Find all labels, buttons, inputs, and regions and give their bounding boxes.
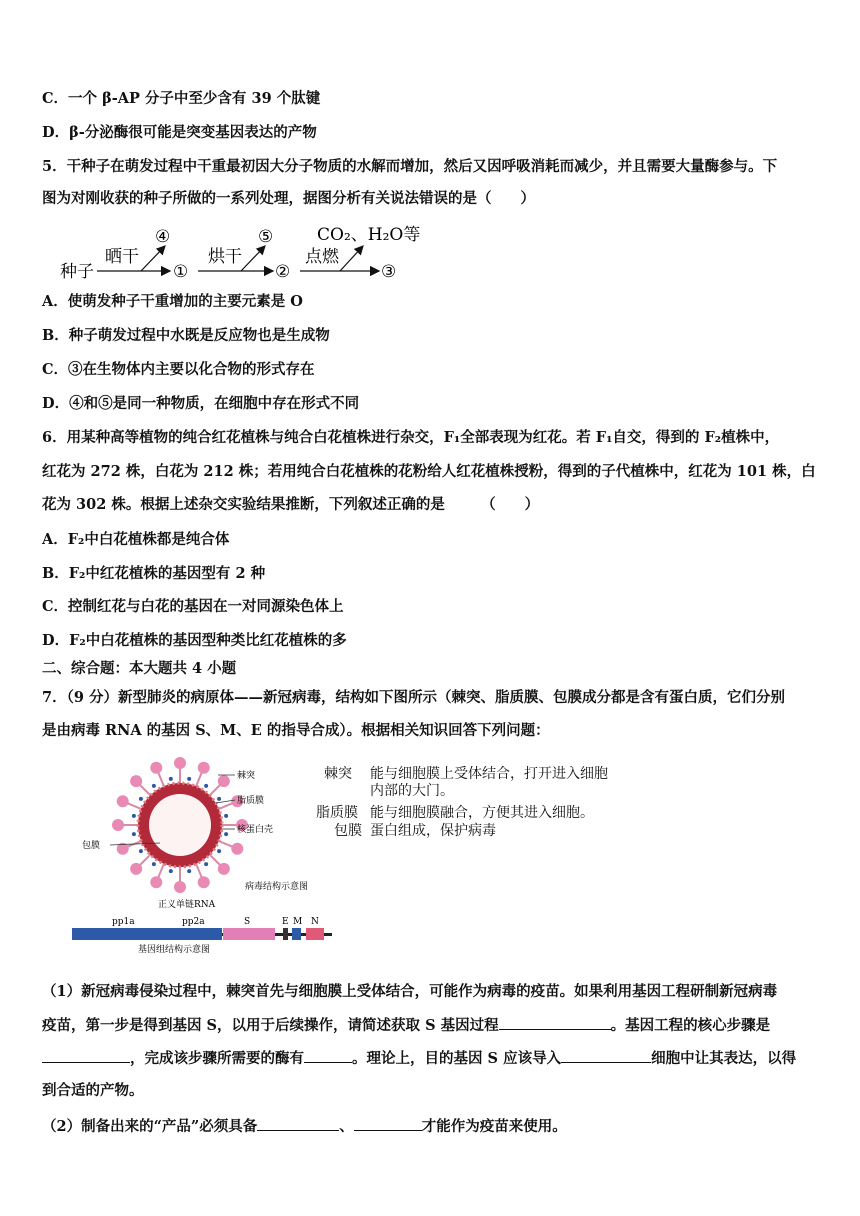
desc-spike-line1: 能与细胞膜上受体结合，打开进入细胞 <box>370 766 608 782</box>
answer-blank-property-2[interactable] <box>354 1116 422 1131</box>
q4-option-c: C．一个 β-AP 分子中至少含有 39 个肽键 <box>42 90 321 107</box>
spike-head <box>130 775 142 787</box>
spike-stem <box>158 771 164 786</box>
virus-structure-figure <box>60 755 350 955</box>
answer-blank-property-1[interactable] <box>257 1116 339 1131</box>
q7-part1-line2 <box>42 1015 770 1036</box>
desc-lipid-term: 脂质膜 <box>316 805 358 821</box>
flow-step-burn: 点燃 <box>305 247 339 267</box>
desc-envelope-term: 包膜 <box>334 823 362 839</box>
seed-treatment-flowchart <box>55 222 425 286</box>
q6-option-c: C．控制红花与白花的基因在一对同源染色体上 <box>42 598 344 615</box>
flow-step-dry: 晒干 <box>105 247 139 267</box>
flow-step-bake: 烘干 <box>208 247 242 267</box>
membrane-protein <box>169 869 173 873</box>
gene-label-s: S <box>244 917 251 927</box>
q6-stem-line3: 花为 302 株。根据上述杂交实验结果推断，下列叙述正确的是 （ ） <box>42 496 540 513</box>
q5-option-d: D．④和⑤是同一种物质，在细胞中存在形式不同 <box>42 395 360 412</box>
q6-stem-line1: 6．用某种高等植物的纯合红花植株与纯合白花植株进行杂交，F₁全部表现为红花。若 F₁自交，得到的 F₂植株中， <box>42 429 780 446</box>
spike-stem <box>139 784 150 795</box>
spike-head <box>150 876 162 888</box>
membrane-protein <box>204 862 208 866</box>
spike-stem <box>196 864 202 879</box>
q5-option-b: B．种子萌发过程中水既是反应物也是生成物 <box>42 327 330 344</box>
q7-stem-line1: 7．（9 分）新型肺炎的病原体——新冠病毒，结构如下图所示（棘突、脂质膜、包膜成分都是含有蛋白质，它们分别 <box>42 689 785 706</box>
spike-stem <box>126 803 141 809</box>
spike-stem <box>219 841 234 847</box>
spike-head <box>174 881 186 893</box>
spike-head <box>218 775 230 787</box>
spike-stem <box>210 855 221 866</box>
answer-blank-enzymes[interactable] <box>304 1048 352 1063</box>
spike-head <box>117 795 129 807</box>
desc-spike-line2: 内部的大门。 <box>370 783 454 799</box>
membrane-protein <box>132 832 136 836</box>
membrane-protein <box>204 784 208 788</box>
q7-part1-text-e: 。理论上，目的基因 S 应该导入 <box>352 1050 562 1067</box>
q5-option-c: C．③在生物体内主要以化合物的形式存在 <box>42 361 315 378</box>
membrane-protein <box>152 784 156 788</box>
spike-stem <box>158 864 164 879</box>
q6-stem-line2: 红花为 272 株，白花为 212 株；若用纯合白花植株的花粉给人红花植株授粉，得到的子代植株中，红花为 101 株，白 <box>42 463 816 480</box>
membrane-protein <box>139 797 143 801</box>
virus-core <box>149 794 211 856</box>
q7-stem-line2: 是由病毒 RNA 的基因 S、M、E 的指导合成）。根据相关知识回答下列问题： <box>42 722 550 739</box>
spike-stem <box>210 784 221 795</box>
gene-pp2a <box>172 928 222 940</box>
spike-stem <box>196 771 202 786</box>
gene-label-n: N <box>311 917 319 927</box>
q7-part2-text-c: 才能作为疫苗来使用。 <box>421 1118 567 1135</box>
q7-part1-text-b: 疫苗，第一步是得到基因 S，以用于后续操作，请简述获取 S 基因过程 <box>42 1017 499 1034</box>
gene-n <box>306 928 324 940</box>
spike-head <box>112 819 124 831</box>
section-heading: 二、综合题：本大题共 4 小题 <box>42 660 237 677</box>
membrane-protein <box>139 849 143 853</box>
q7-part1-text-c: 。基因工程的核心步骤是 <box>610 1017 771 1034</box>
q7-part2-text-a: （2）制备出来的“产品”必须具备 <box>42 1118 258 1135</box>
q4-option-d: D．β-分泌酶很可能是突变基因表达的产物 <box>42 124 317 141</box>
answer-blank-host-cell[interactable] <box>561 1048 651 1063</box>
spike-head <box>198 876 210 888</box>
spike-head <box>130 863 142 875</box>
q5-option-a: A．使萌发种子干重增加的主要元素是 O <box>42 293 303 310</box>
spike-head <box>231 843 243 855</box>
gene-pp1a <box>72 928 172 940</box>
desc-lipid: 能与细胞膜融合，方便其进入细胞。 <box>370 805 594 821</box>
flow-out-1: ① <box>173 262 189 282</box>
q7-part2-text-b: 、 <box>339 1118 354 1135</box>
flow-seed: 种子 <box>60 262 94 282</box>
q6-option-a: A．F₂中白花植株都是纯合体 <box>42 531 230 548</box>
label-lipid-membrane: 脂质膜 <box>237 796 265 806</box>
gene-label-m: M <box>293 917 303 927</box>
q7-part1-text-f: 细胞中让其表达，以得 <box>651 1050 797 1067</box>
flow-gas: CO₂、H₂O等 <box>317 225 421 245</box>
gene-s <box>223 928 275 940</box>
gene-label-pp1a: pp1a <box>112 917 135 927</box>
membrane-protein <box>224 814 228 818</box>
spike-head <box>198 762 210 774</box>
q5-stem-line2: 图为对刚收获的种子所做的一系列处理，据图分析有关说法错误的是（ ） <box>42 190 535 207</box>
q7-part1-line4: 到合适的产物。 <box>42 1082 144 1099</box>
answer-blank-s-gene[interactable] <box>499 1015 611 1030</box>
membrane-protein <box>217 849 221 853</box>
rna-label: 正义单链RNA <box>158 900 216 910</box>
membrane-protein <box>187 869 191 873</box>
spike-head <box>218 863 230 875</box>
genome-caption: 基因组结构示意图 <box>138 945 211 955</box>
flow-lost-4: ④ <box>155 227 171 247</box>
q7-part1-line1: （1）新冠病毒侵染过程中，棘突首先与细胞膜上受体结合，可能作为病毒的疫苗。如果利用基因工程研制新冠病毒 <box>42 983 778 1000</box>
label-spike: 棘突 <box>237 771 256 781</box>
membrane-protein <box>217 797 221 801</box>
desc-envelope: 蛋白组成，保护病毒 <box>370 823 496 839</box>
membrane-protein <box>224 832 228 836</box>
spike-head <box>150 762 162 774</box>
membrane-protein <box>187 777 191 781</box>
membrane-protein <box>132 814 136 818</box>
flow-out-3: ③ <box>381 262 397 282</box>
label-capsid: 核蛋白壳 <box>237 825 274 835</box>
virus-caption: 病毒结构示意图 <box>245 882 309 892</box>
label-envelope: 包膜 <box>82 841 101 851</box>
q5-stem-line1: 5．干种子在萌发过程中干重最初因大分子物质的水解而增加，然后又因呼吸消耗而减少，并且需要大量酶参与。下 <box>42 158 778 175</box>
gene-e <box>283 928 288 940</box>
answer-blank-core-step[interactable] <box>42 1048 130 1063</box>
q6-option-d: D．F₂中白花植株的基因型种类比红花植株的多 <box>42 632 347 649</box>
gene-label-e: E <box>282 917 289 927</box>
spike-stem <box>139 855 150 866</box>
flow-out-2: ② <box>275 262 291 282</box>
desc-spike-term: 棘突 <box>324 766 352 782</box>
membrane-protein <box>152 862 156 866</box>
spike-head <box>174 757 186 769</box>
flow-lost-5: ⑤ <box>258 227 274 247</box>
gene-m <box>292 928 301 940</box>
q7-part1-text-d: ，完成该步骤所需要的酶有 <box>130 1050 304 1067</box>
membrane-protein <box>169 777 173 781</box>
spike-stem <box>219 803 234 809</box>
gene-label-pp2a: pp2a <box>182 917 205 927</box>
q7-part1-line3 <box>42 1048 796 1069</box>
q7-part2-line <box>42 1116 567 1137</box>
q6-option-b: B．F₂中红花植株的基因型有 2 种 <box>42 565 266 582</box>
